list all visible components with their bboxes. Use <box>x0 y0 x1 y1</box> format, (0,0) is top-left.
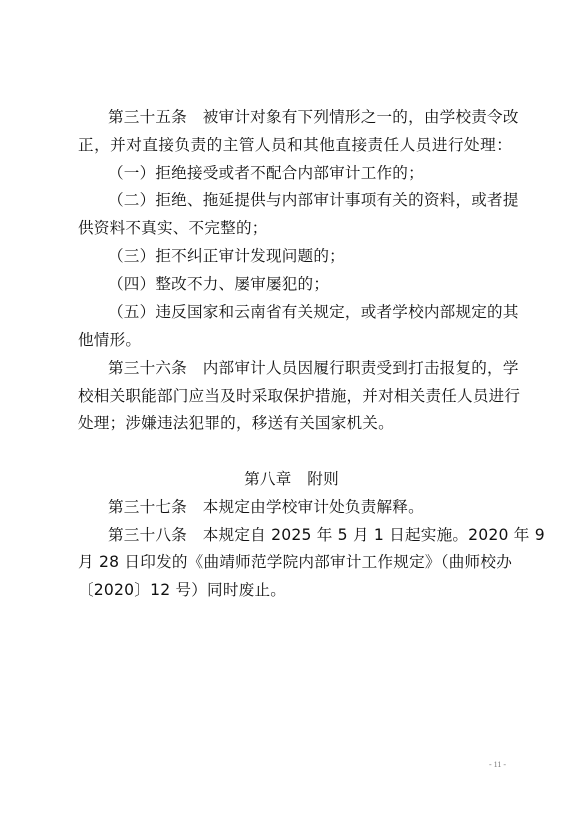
article-38-line-2: 月 28 日印发的《曲靖师范学院内部审计工作规定》（曲师校办 <box>78 553 512 571</box>
article-35-line-2: 正，并对直接负责的主管人员和其他直接责任人员进行处理： <box>78 136 512 154</box>
chapter-title: 第八章 附则 <box>244 470 339 488</box>
article-36-line-1: 第三十六条 内部审计人员因履行职责受到打击报复的，学 <box>108 359 519 377</box>
article-38-line-3: 〔2020〕12 号）同时废止。 <box>78 581 287 599</box>
article-35-item-3: （三）拒不纠正审计发现问题的； <box>108 247 345 265</box>
article-35-item-2-line-2: 供资料不真实、不完整的； <box>78 219 268 237</box>
article-37-line-1: 第三十七条 本规定由学校审计处负责解释。 <box>108 498 424 516</box>
article-35-line-1: 第三十五条 被审计对象有下列情形之一的，由学校责令改 <box>108 108 519 126</box>
article-35-item-4: （四）整改不力、屡审屡犯的； <box>108 275 330 293</box>
article-36-line-3: 处理；涉嫌违法犯罪的，移送有关国家机关。 <box>78 414 394 432</box>
article-35-item-5-line-1: （五）违反国家和云南省有关规定，或者学校内部规定的其 <box>108 303 519 321</box>
article-35-item-5-line-2: 他情形。 <box>78 331 142 349</box>
article-36-line-2: 校相关职能部门应当及时采取保护措施，并对相关责任人员进行 <box>78 387 521 405</box>
article-35-item-1: （一）拒绝接受或者不配合内部审计工作的； <box>108 164 424 182</box>
page-number: - 11 - <box>489 760 507 769</box>
article-35-item-2-line-1: （二）拒绝、拖延提供与内部审计事项有关的资料，或者提 <box>108 191 519 209</box>
article-38-line-1: 第三十八条 本规定自 2025 年 5 月 1 日起实施。2020 年 9 <box>108 526 545 544</box>
